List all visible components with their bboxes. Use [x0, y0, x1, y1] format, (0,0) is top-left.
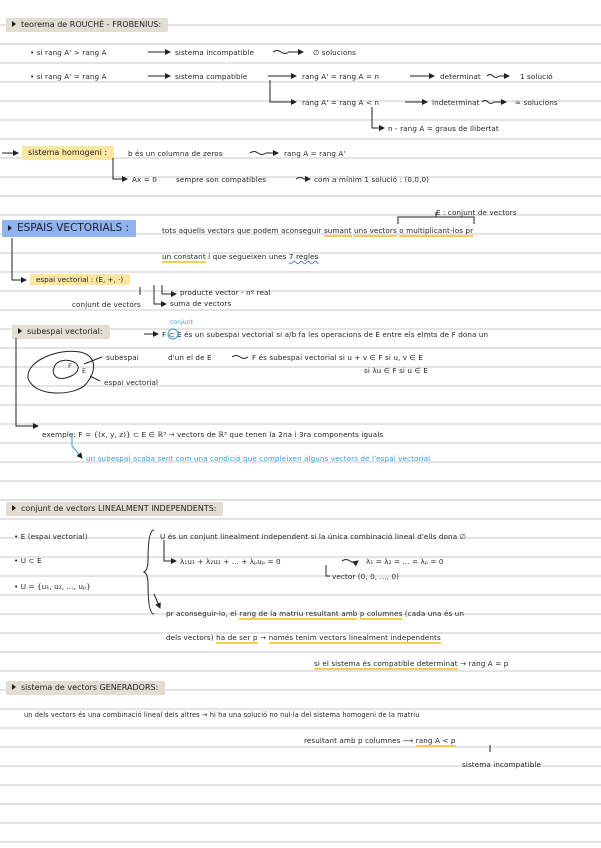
- subespai-annot-conjunt: conjunt: [170, 319, 194, 326]
- homogeni-desc: b és un columna de zeros: [128, 149, 223, 158]
- wavy-arrow-line1-sol: [273, 51, 303, 54]
- subespai-title: subespai vectorial:: [27, 327, 103, 336]
- homogeni-desc2: rang A = rang A': [284, 149, 346, 158]
- annotation-suma: suma de vectors: [170, 299, 232, 308]
- independents-p3: si el sistema és compatible determinat → rang A = p: [314, 659, 509, 668]
- arrow-vector-zero: [326, 565, 330, 576]
- generadors-line3: sistema incompatible: [462, 760, 542, 769]
- arrow-indep-p1: [154, 594, 160, 608]
- arrow-example: [16, 338, 38, 426]
- annotation-conjunt: conjunt de vectors: [72, 300, 141, 309]
- homogeni-eq-desc: sempre son compatibles: [176, 175, 267, 184]
- independents-item2-text: U ⊂ E: [20, 556, 42, 565]
- venn-f-label: F: [68, 362, 72, 370]
- circle-highlight-icon: [168, 329, 178, 339]
- wavy-arrow-branch1-sol: [487, 75, 509, 78]
- independents-item3-text: U = {u₁, u₂, ..., uₚ}: [20, 582, 91, 591]
- wavy-arrow-eq: [296, 178, 310, 180]
- arrow-producte: [162, 285, 176, 294]
- independents-eq-result: λ₁ = λ₂ = ... = λₚ = 0: [366, 557, 444, 566]
- rouche-branch2-result: indeterminat: [432, 98, 480, 107]
- subespai-cond1: d'un el de E: [168, 353, 212, 362]
- generadors-line1: un dels vectors és una combinació lineal dels altres → hi ha una solució no nul·la del sistema homogeni de la matriu: [24, 711, 420, 719]
- rouche-branch2-sol: ∞ solucions: [515, 98, 558, 107]
- rouche-branch1-sol: 1 solució: [520, 72, 553, 81]
- wavy-arrow-eq-result: [342, 560, 358, 563]
- annotation-producte: producte vector - nº real: [180, 288, 271, 297]
- rouche-line2: • si rang A' = rang A: [30, 72, 107, 81]
- espais-def-part2: o multiplicant-los pr: [399, 226, 474, 235]
- independents-p3a: si el sistema és compatible determinat: [314, 659, 458, 668]
- subespai-definition: F ⊂ E és un subespai vectorial si a/b fa les operacions de E entre els elmts de F dona un: [162, 330, 489, 339]
- independents-item1-text: E (espai vectorial): [20, 532, 88, 541]
- wavy-arrow-homogeni: [250, 152, 278, 155]
- generadors-title: sistema de vectors GENERADORS:: [21, 683, 159, 692]
- espais-def-segueixen: i que segueixen unes: [208, 252, 287, 261]
- wavy-arrow-cond: [232, 356, 248, 359]
- venn-inner-shape: [53, 360, 78, 378]
- independents-item2: • U ⊂ E: [14, 556, 42, 565]
- rouche-title: teorema de ROUCHÉ - FROBENIUS:: [21, 20, 162, 29]
- rouche-line2-result: sistema compatible: [175, 72, 248, 81]
- independents-p2a: dels vectors): [166, 633, 214, 642]
- rouche-branch1-cond: rang A' = rang A = n: [302, 72, 380, 81]
- subespai-blue-note: un subespai acaba sent com una condició que compleixen alguns vectors de l'espai vectorial: [86, 454, 431, 463]
- homogeni-eq-desc2: com a mínim 1 solució : (0,0,0): [314, 175, 430, 184]
- espais-def-regles: 7 regles: [288, 252, 319, 261]
- independents-p1b: rang de la matriu resultant amb: [239, 609, 358, 618]
- generadors-line2b: rang A < p: [415, 736, 456, 745]
- generadors-line2: resultant amb p columnes ⟿ rang A < p: [304, 736, 456, 745]
- brace-independents: [144, 530, 154, 614]
- subespai-cond2: F és subespai vectorial si u + v ∈ F si u, v ∈ E: [252, 353, 423, 362]
- espais-def-part1: tots aquells vectors que podem aconseguir: [162, 226, 322, 235]
- espais-title: ESPAIS VECTORIALS :: [17, 222, 130, 234]
- arrow-branch2: [270, 80, 296, 102]
- homogeni-header: sistema homogeni :: [22, 146, 114, 160]
- rouche-line2-cond: si rang A' = rang A: [36, 72, 107, 81]
- independents-desc: U és un conjunt linealment independent si la única combinació lineal d'ells dona ∅: [160, 532, 466, 541]
- espais-def-sumant: sumant: [323, 226, 352, 235]
- espai-vectorial-label: espai vectorial : (E, +, ·): [30, 274, 130, 285]
- homogeni-eq: Ax = 0: [132, 175, 157, 184]
- venn-pointer-esp: [90, 376, 100, 381]
- independents-p2c: només tenim vectors linealment independents: [268, 633, 441, 642]
- venn-outer-shape: [28, 351, 94, 393]
- independents-p3b: rang A = p: [468, 659, 509, 668]
- bracket-uns-vectors: [398, 217, 474, 224]
- arrow-blue-note: [72, 435, 82, 458]
- espais-def-uns: uns vectors: [354, 226, 397, 235]
- venn-e-label: E: [82, 367, 87, 375]
- independents-title: conjunt de vectors LINEALMENT INDEPENDENTS:: [21, 504, 217, 513]
- venn-label-subespai: subespai: [106, 353, 139, 362]
- rouche-line1-sol: ∅ solucions: [313, 48, 356, 57]
- espais-def-constant: un constant: [162, 252, 206, 261]
- espais-note-e: E : conjunt de vectors: [436, 208, 517, 217]
- rouche-freedom: n - rang A = graus de llibertat: [388, 124, 499, 133]
- independents-vector-zero: vector (0, 0, ..., 0): [332, 572, 400, 581]
- subespai-cond3: si λu ∈ F si u ∈ E: [364, 366, 428, 375]
- independents-item3: • U = {u₁, u₂, ..., uₚ}: [14, 582, 91, 591]
- venn-label-espai: espai vectorial: [104, 378, 159, 387]
- independents-eq: λ₁u₁ + λ₂u₂ + ... + λₚuₚ = 0: [180, 557, 281, 566]
- independents-p1a: pr aconseguir-lo, el: [166, 609, 237, 618]
- independents-p2b: ha de ser p: [216, 633, 258, 642]
- rouche-line1-cond: si rang A' > rang A: [36, 48, 107, 57]
- independents-p1d: (cada una és un: [404, 609, 465, 618]
- rouche-branch2-cond: rang A' = rang A < n: [302, 98, 380, 107]
- rouche-line1-result: sistema incompatible: [175, 48, 255, 57]
- independents-p2: dels vectors) ha de ser p → només tenim vectors linealment independents: [166, 633, 441, 642]
- arrow-indep-eq: [164, 540, 176, 561]
- subespai-example: exemple: F = {(x, y, z)} ⊂ E ∈ ℝ³ → vectors de ℝ³ que tenen la 2na i 3ra components iguals: [42, 430, 384, 439]
- independents-p1c: p columnes: [359, 609, 403, 618]
- rouche-branch1-result: determinat: [440, 72, 481, 81]
- rouche-line1: • si rang A' > rang A: [30, 48, 107, 57]
- generadors-line2a: resultant amb p columnes: [304, 736, 401, 745]
- arrow-homogeni-eq: [113, 158, 127, 179]
- arrow-freedom: [372, 107, 384, 128]
- independents-item1: • E (espai vectorial): [14, 532, 88, 541]
- wavy-arrow-branch2-sol: [482, 101, 506, 104]
- arrow-espai-label: [12, 238, 26, 280]
